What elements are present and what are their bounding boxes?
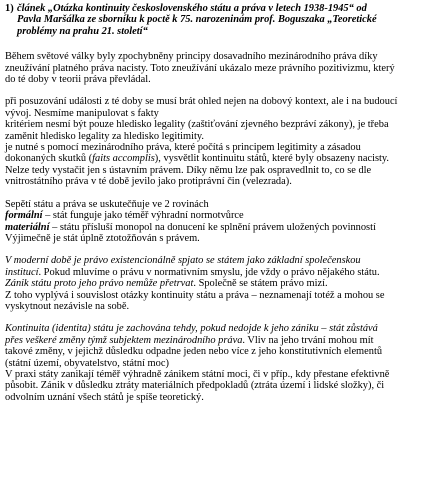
text-line: vývoj. Nesmíme manipulovat s fakty	[5, 107, 159, 119]
italic-term: faits accomplis	[92, 153, 155, 165]
document-body	[5, 3, 433, 403]
text-line: Z toho vyplývá i souvislost otázky kontinuity státu a práva – neznamenají totéž a mohou se	[5, 289, 385, 301]
text-line: Sepětí státu a práva se uskutečňuje ve 2 rovinách	[5, 198, 209, 210]
article-heading	[5, 3, 433, 37]
text-line: Výjimečně je stát úplně ztotožňován s právem.	[5, 232, 200, 244]
italic-fragment: přes veškeré změny týmž subjektem mezinárodního práva	[5, 334, 243, 346]
paragraph-war-principles	[5, 51, 433, 85]
text-line: zaměnit hledisko legality za hledisko legitimity.	[5, 130, 205, 142]
text-fragment: – stát funguje jako téměř výhradní normotvůrce	[42, 210, 244, 222]
heading-line-1	[5, 3, 433, 14]
text-line: je nutné s pomocí mezinárodního práva, které počítá s principem legitimity a zásadou	[5, 142, 361, 154]
heading-line-2: Pavla Maršálka ze sborníku k poctě k 75. narozeninám prof. Boguszaka „Teoretické	[17, 14, 377, 26]
term-formal: formální	[5, 210, 43, 222]
text-fragment: – státu přísluší monopol na donucení ke splnění právem uložených povinností	[49, 221, 376, 233]
italic-fragment: institucí	[5, 266, 39, 278]
paragraph-two-levels	[5, 199, 433, 245]
text-line: do té doby v teorii práva převládal.	[5, 74, 151, 86]
text-line: odvolním uznání všech států je spíše teoretický.	[5, 391, 204, 403]
text-line: V praxi státy zanikají téměř výhradně zánikem státní moci, či v příp., kdy přestane efektivně	[5, 368, 390, 380]
text-fragment: ), vysvětlit kontinuitu států, které byly obsazeny nacisty.	[154, 153, 390, 165]
text-line: Nelze tedy vystačit jen s ústavním právem. Díky němu lze pak ospravedlnit to, co se dle	[5, 164, 372, 176]
paragraph-legitimacy	[5, 96, 433, 187]
text-line: působit. Zánik v důsledku ztráty materiálních předpokladů (ztráta území i lidské složky), či	[5, 380, 385, 392]
text-line: Během světové války byly zpochybněny principy dosavadního mezinárodního práva díky	[5, 51, 378, 63]
text-fragment: . Společně se státem právo mizí.	[193, 278, 328, 290]
heading-text-1: článek „Otázka kontinuity československého státu a práva v letech 1938-1945“ od	[17, 3, 367, 14]
paragraph-continuity	[5, 323, 433, 403]
text-fragment: . Pokud mluvíme o právu v normativním smyslu, jde vždy o právo nějakého státu.	[38, 266, 380, 278]
heading-line-3: problémy na prahu 21. století“	[17, 25, 148, 37]
text-fragment: . Vliv na jeho trvání mohou mít	[242, 334, 374, 346]
text-line: vyskytnout nezávisle na sobě.	[5, 300, 130, 312]
italic-fragment: Zánik státu proto jeho právo nemůže přetrvat	[5, 278, 194, 290]
text-line: vnitrostátního práva v té době jevilo jako protiprávní čin (velezrada).	[5, 176, 292, 188]
text-line: kritériem nesmí být pouze hledisko legality (zaštiťování zjevného bezpráví zákony), je třeba	[5, 119, 389, 131]
text-line: takové změny, v jejichž důsledku odpadne jeden nebo více z jeho konstitutivních elementů	[5, 346, 383, 358]
text-line: zneužívání platného práva nacisty. Toto zneužívání ukázalo meze právního pozitivizmu, který	[5, 62, 395, 74]
italic-line: Kontinuita (identita) státu je zachována tehdy, pokud nedojde k jeho zániku – stát zůstává	[5, 323, 378, 335]
text-line: při posuzování události z té doby se musí brát ohled nejen na dobový kontext, ale i na budoucí	[5, 96, 398, 108]
term-material: materiální	[5, 221, 50, 233]
text-line: (státní území, obyvatelstvo, státní moc)	[5, 357, 169, 369]
list-number: 1)	[5, 3, 14, 14]
paragraph-modern-era	[5, 255, 433, 312]
text-fragment: dokonaných skutků (	[5, 153, 93, 165]
italic-line: V moderní době je právo existencionálně spjato se státem jako základní společenskou	[5, 255, 361, 267]
